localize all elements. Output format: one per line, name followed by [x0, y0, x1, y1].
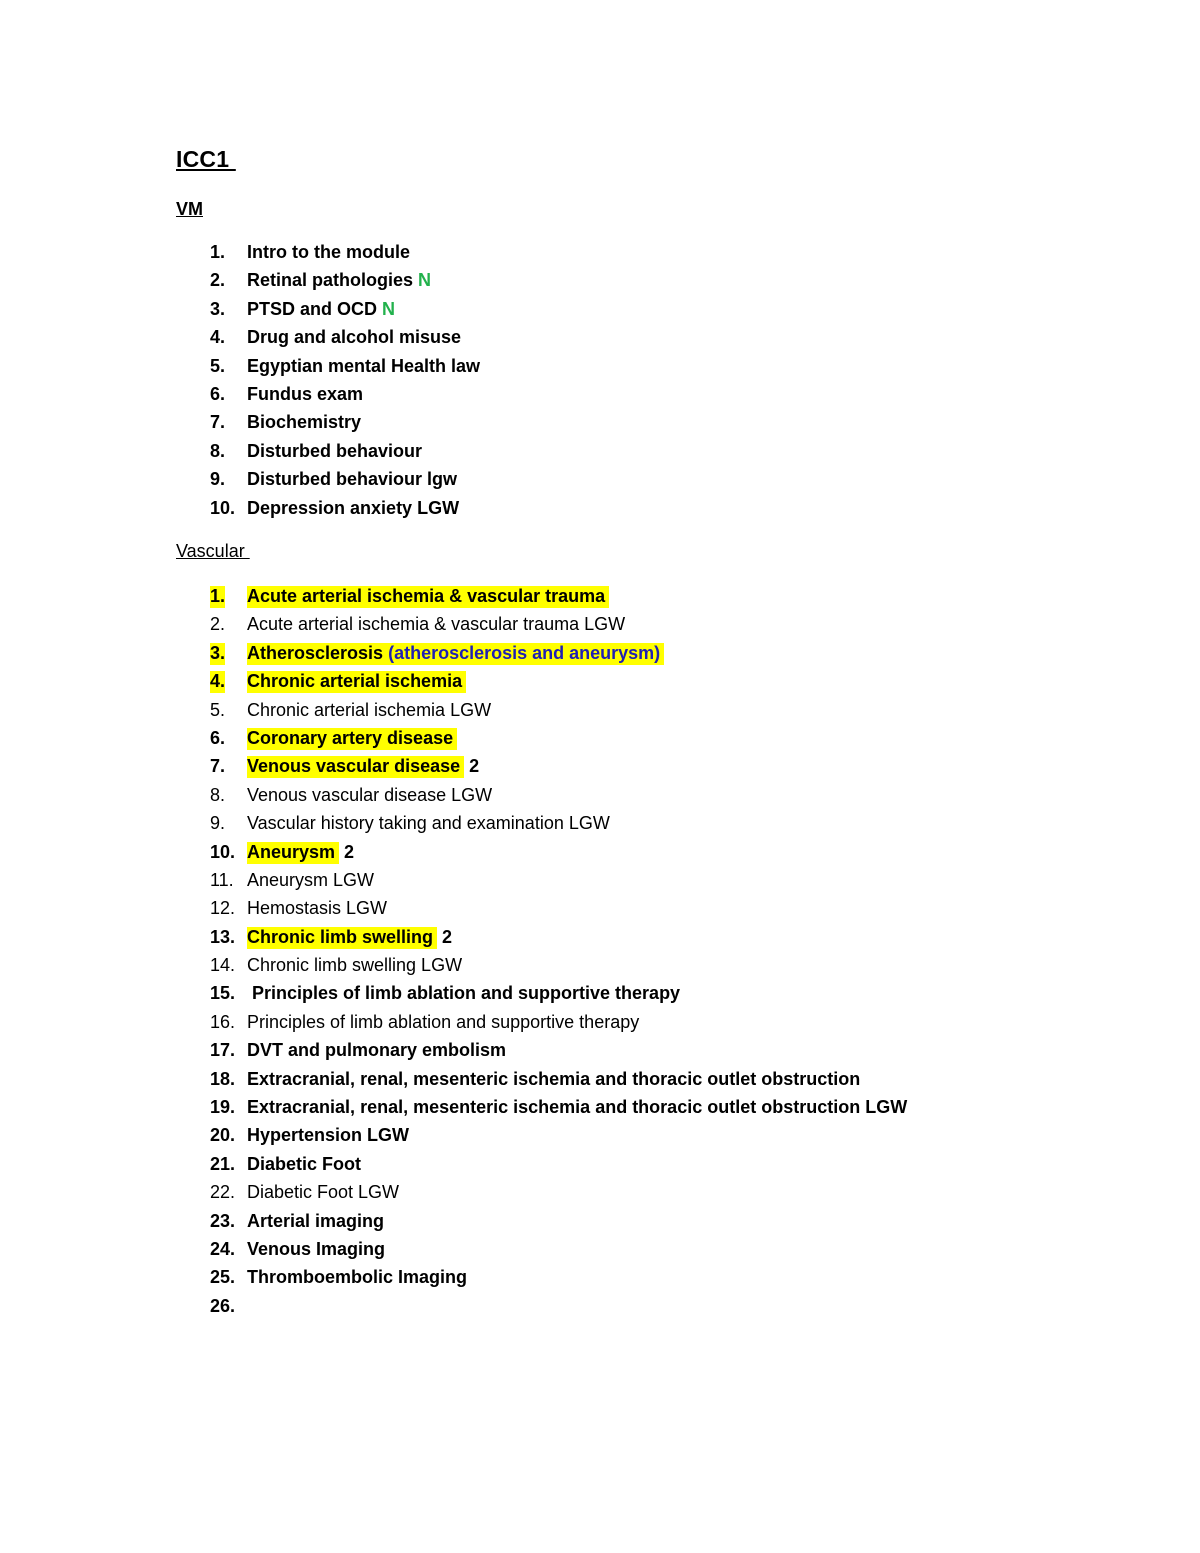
- list-item-text: [247, 1152, 361, 1176]
- list-item-label: Arterial imaging: [247, 1210, 385, 1231]
- list-item-text: [247, 1237, 385, 1261]
- list-item-text: [247, 325, 461, 349]
- list-item-text: [247, 268, 431, 292]
- list-item-number: 19.: [210, 1097, 236, 1118]
- list-item-number: 15.: [210, 983, 236, 1004]
- list-item-text: [247, 925, 452, 949]
- list-item-text: [247, 1123, 409, 1147]
- list-item-text: [247, 1067, 860, 1091]
- list-item-suffix: 2: [339, 841, 355, 862]
- list-item-label: Principles of limb ablation and supportive therapy: [247, 1011, 640, 1032]
- list-item-label: Extracranial, renal, mesenteric ischemia and thoracic outlet obstruction: [247, 1068, 861, 1089]
- list-item-label: Egyptian mental Health law: [247, 355, 481, 376]
- list-item-number: 22.: [210, 1182, 236, 1203]
- list-item-text: [247, 868, 374, 892]
- list-item-label: Retinal pathologies: [247, 270, 414, 291]
- list-item-number: 21.: [210, 1153, 236, 1174]
- list-item-number: 11.: [210, 869, 234, 890]
- list-item-number: 14.: [210, 955, 236, 976]
- list-item-text: [247, 439, 422, 463]
- list-item-text: [247, 297, 395, 321]
- highlight-marker: 1.: [210, 586, 226, 606]
- list-item-label: Acute arterial ischemia & vascular trauma LGW: [247, 614, 626, 635]
- list-item-label: Depression anxiety LGW: [247, 497, 460, 518]
- list-item-number: 2.: [210, 270, 226, 291]
- list-item-text: [247, 1095, 907, 1119]
- list-item-text: [247, 641, 664, 665]
- list-item-number: [210, 669, 244, 693]
- list-item-note: (atherosclerosis and aneurysm): [388, 642, 661, 663]
- list-item-number: 10.: [210, 497, 236, 518]
- list-item-number: 2.: [210, 614, 226, 635]
- list-item-label: Coronary artery disease: [247, 728, 457, 750]
- list-item-number: 5.: [210, 699, 226, 720]
- list-item-number: [210, 584, 244, 608]
- list-item-number: 16.: [210, 1011, 236, 1032]
- list-item-text: [247, 726, 457, 750]
- list-item-label: Acute arterial ischemia & vascular trauma: [247, 586, 609, 608]
- list-item-number: 8.: [210, 784, 226, 805]
- section-heading-vascular: Vascular: [176, 541, 250, 561]
- list-item-text: [247, 783, 492, 807]
- list-item-label: Principles of limb ablation and supportive therapy: [247, 983, 681, 1004]
- list-item-number: 24.: [210, 1238, 236, 1259]
- list-item-label: Aneurysm: [247, 842, 339, 864]
- list-item-text: [247, 953, 462, 977]
- highlight-marker: 4.: [210, 671, 226, 692]
- list-item-number: 17.: [210, 1040, 236, 1061]
- list-item-label: Venous vascular disease LGW: [247, 784, 493, 805]
- highlight-marker: 3.: [210, 642, 226, 663]
- list-item-text: [247, 467, 457, 491]
- list-item-text: [247, 1010, 639, 1034]
- new-tag: N: [382, 298, 396, 319]
- list-item-label: Biochemistry: [247, 412, 362, 433]
- list-item-text: [247, 669, 466, 693]
- list-item-label: Intro to the module: [247, 242, 410, 262]
- list-item-number: 23.: [210, 1210, 236, 1231]
- list-item-text: [247, 840, 354, 864]
- list-item-label: Disturbed behaviour lgw: [247, 469, 458, 490]
- list-item-text: [247, 811, 610, 835]
- list-item-number: 10.: [210, 841, 236, 862]
- list-item-number: 6.: [210, 727, 226, 748]
- list-item-number: [210, 641, 244, 665]
- list-item-number: 4.: [210, 327, 226, 348]
- list-item-label: Vascular history taking and examination LGW: [247, 813, 610, 834]
- list-item-text: [247, 981, 680, 1005]
- list-item-text: [247, 754, 479, 778]
- list-item-label: PTSD and OCD: [247, 298, 378, 319]
- list-item-label: Disturbed behaviour: [247, 440, 423, 461]
- list-item-label: Chronic arterial ischemia LGW: [247, 699, 492, 720]
- list-item-label: DVT and pulmonary embolism: [247, 1040, 507, 1061]
- list-item-text: [247, 1038, 506, 1062]
- list-item-number: 6.: [210, 383, 226, 404]
- list-item-number: 7.: [210, 756, 226, 777]
- list-item-text: [247, 1265, 467, 1289]
- highlighted-run: [247, 643, 664, 665]
- list-item-label: Drug and alcohol misuse: [247, 327, 462, 348]
- list-item-number: 18.: [210, 1068, 236, 1089]
- list-item-number: 12.: [210, 898, 236, 919]
- list-item-label: Chronic limb swelling: [247, 927, 437, 949]
- list-item-label: Hemostasis LGW: [247, 898, 388, 919]
- list-item-number: 20.: [210, 1125, 236, 1146]
- list-item-label: Extracranial, renal, mesenteric ischemia and thoracic outlet obstruction LGW: [247, 1097, 908, 1118]
- list-item-text: [247, 612, 625, 636]
- list-item-number: 25.: [210, 1267, 236, 1288]
- list-item-label: Hypertension LGW: [247, 1125, 410, 1146]
- list-item-label: Diabetic Foot LGW: [247, 1182, 400, 1203]
- list-item-text: [247, 1209, 384, 1233]
- list-item-number: 26.: [210, 1295, 236, 1316]
- list-item-number: 5.: [210, 355, 226, 376]
- list-item-number: 13.: [210, 926, 236, 947]
- list-item-number: 7.: [210, 412, 226, 433]
- list-item-text: [247, 354, 480, 378]
- list-item-number: 9.: [210, 469, 226, 490]
- list-item-label: Atherosclerosis: [247, 642, 384, 663]
- list-item-label: Venous vascular disease: [247, 756, 464, 778]
- list-item-number: 1.: [210, 242, 226, 262]
- list-item-label: Chronic arterial ischemia: [247, 671, 466, 693]
- list-item-label: Venous Imaging: [247, 1238, 386, 1259]
- list-item-label: Chronic limb swelling LGW: [247, 955, 463, 976]
- list-item-text: [247, 698, 491, 722]
- list-item-number: 9.: [210, 813, 226, 834]
- list-item-suffix: 2: [464, 756, 480, 777]
- list-item-text: [247, 896, 387, 920]
- list-item-text: [247, 382, 363, 406]
- section-heading-vm: VM: [176, 199, 203, 219]
- list-item-label: Diabetic Foot: [247, 1153, 362, 1174]
- list-item-text: [247, 410, 361, 434]
- document-title: ICC1: [176, 146, 236, 172]
- list-item-text: [247, 584, 609, 608]
- list-item-number: 8.: [210, 440, 226, 461]
- list-item-text: [247, 240, 410, 264]
- list-item-text: [247, 1180, 399, 1204]
- list-item-label: Fundus exam: [247, 383, 364, 404]
- list-item-suffix: 2: [437, 926, 453, 947]
- list-item-number: 3.: [210, 298, 226, 319]
- new-tag: N: [418, 270, 432, 291]
- list-item-text: [247, 496, 459, 520]
- list-item-label: Thromboembolic Imaging: [247, 1267, 468, 1288]
- list-item-label: Aneurysm LGW: [247, 869, 375, 890]
